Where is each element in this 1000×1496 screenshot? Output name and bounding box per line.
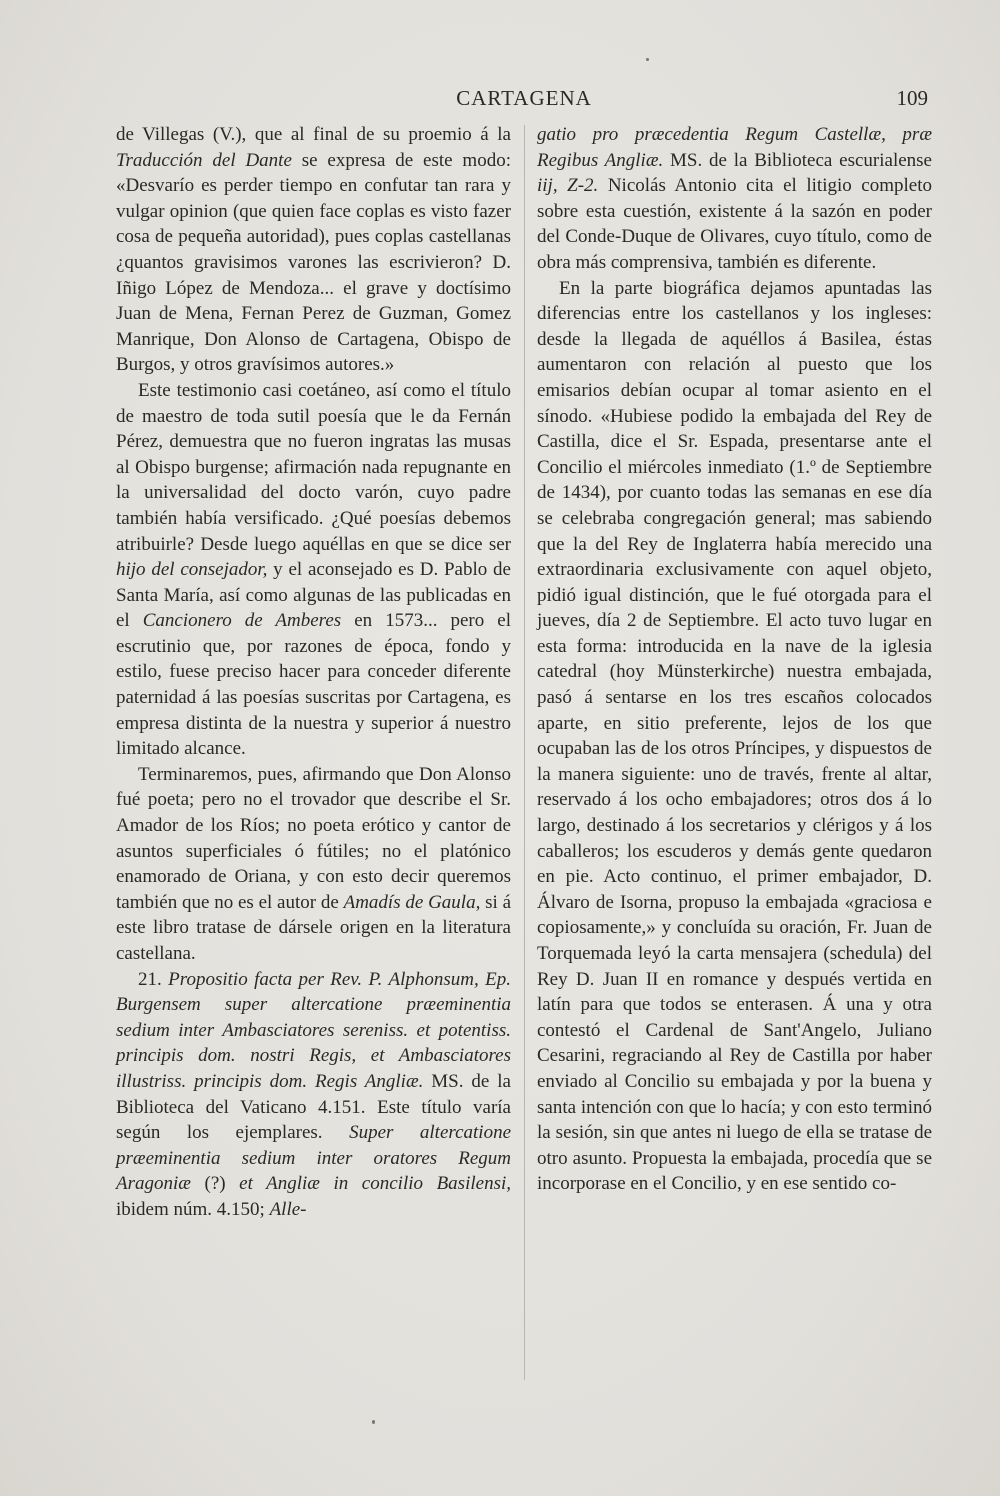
ink-speck [646, 58, 649, 61]
page-number: 109 [896, 86, 928, 110]
column-divider [524, 125, 525, 1380]
paragraph-terminaremos: Terminaremos, pues, afirmando que Don Alonso fué poeta; pero no el trovador que describe el Sr. Amador de los Ríos; no poeta erótico y cantor de asuntos superficiales ó fútiles; no el platónico enamorado de Oriana, y con esto decir queremos también que no es el autor de Amadís de Gaula, si á este libro tratase de dársele origen en la literatura castellana. [116, 763, 512, 964]
paragraph-allegatio: gatio pro præcedentia Regum Castellæ, præ Regibus Angliæ. MS. de la Biblioteca escurialense iij, Z-2. Nicolás Antonio cita el litigio completo sobre esta cuestión, existente á la sazón en poder del Conde-Duque de Olivares, cuyo título, como de obra más comprensiva, también es diferente. [537, 124, 932, 273]
page-header [116, 86, 932, 116]
paragraph-testimonio: Este testimonio casi coetáneo, así como el título de maestro de toda sutil poesía que le da Fernán Pérez, demuestra que no fueron ingratas las musas al Obispo burgense; afirmación nada repugnante en la universalidad del docto varón, cuyo padre también había versificado. ¿Qué poesías debemos atribuirle? Desde luego aquéllas en que se dice ser hijo del consejador, y el aconsejado es D. Pablo de Santa María, así como algunas de las publicadas en el Cancionero de Amberes en 1573... pero el escrutinio que, por razones de época, fondo y estilo, fuese preciso hacer para conceder diferente paternidad á las poesías suscritas por Cartagena, es empresa distinta de la nuestra y superior á nuestro limitado alcance. [116, 379, 512, 760]
footnote-21: 21. Propositio facta per Rev. P. Alphonsum, Ep. Burgensem super altercatione præeminentia sedium inter Ambasciatores sereniss. et potentiss. principis dom. nostri Regis, et Ambasciatores illustriss. principis dom. Regis Angliæ. MS. de la Biblioteca del Vaticano 4.151. Este título varía según los ejemplares. Super altercatione præeminentia sedium inter oratores Regum Aragoniæ (?) et Angliæ in concilio Basilensi, ibidem núm. 4.150; Alle- [116, 968, 512, 1220]
paragraph-villegas-quote: de Villegas (V.), que al final de su proemio á la Traducción del Dante se expresa de este modo: «Desvarío es perder tiempo en confutar tan rara y vulgar opinion (que quien face coplas es visto fazer cosa de pequeña autoridad), pues coplas castellanas ¿quantos gravisimos varones las escrivieron? D. Iñigo López de Mendoza... el grave y doctísimo Juan de Mena, Fernan Perez de Guzman, Gomez Manrique, Don Alonso de Cartagena, Obispo de Burgos, y otros gravísimos autores.» [116, 124, 511, 376]
right-column [537, 122, 932, 1197]
running-title: CARTAGENA [456, 86, 592, 110]
ink-speck [372, 1420, 375, 1424]
paragraph-parte-biografica: En la parte biográfica dejamos apuntadas las diferencias entre los castellanos y los ingleses: desde la llegada de aquéllos á Basilea, éstas aumentaron con relación al puesto que los emisarios debían ocupar al tomar asiento en el sínodo. «Hubiese podido la embajada del Rey de Castilla, dice el Sr. Espada, presentarse ante el Concilio el miércoles inmediato (1.º de Septiembre de 1434), por cuanto todas las semanas en ese día se celebraba congregación general; mas sabiendo que la del Rey de Inglaterra había merecido una extraordinaria exclusivamente con aquel objeto, pidió igual distinción, que le fué otorgada para el jueves, día 2 de Septiembre. El acto tuvo lugar en esta forma: introducida en la nave de la iglesia catedral (hoy Münsterkirche) nuestra embajada, pasó á sentarse en los tres escaños colocados aparte, en sitio preferente, lejos de los que ocupaban las de los otros Príncipes, y dispuestos de la manera siguiente: uno de través, frente al altar, reservado á los ocho embajadores; otros dos á lo largo, destinado á los secretarios y clérigos y á los caballeros; los escuderos y demás gente quedaron en pie. Acto continuo, el primer embajador, D. Álvaro de Isorna, propuso la embajada «graciosa e copiosamente,» y concluída su oración, Fr. Juan de Torquemada leyó la carta mensajera (schedula) del Rey D. Juan II en romance y después vertida en latín para que todos se enterasen. Á una y otra contestó el Cardenal de Sant'Angelo, Juliano Cesarini, regraciando al Rey de Castilla por haber enviado al Concilio su embajada y por la buena y santa intención con que lo hacía; y con esto terminó la sesión, sin que antes ni luego de ella se tratase de otro asunto. Propuesta la embajada, procedía que se incorporase en el Concilio, y en ese sentido co- [537, 277, 932, 1195]
left-column [116, 122, 511, 1223]
